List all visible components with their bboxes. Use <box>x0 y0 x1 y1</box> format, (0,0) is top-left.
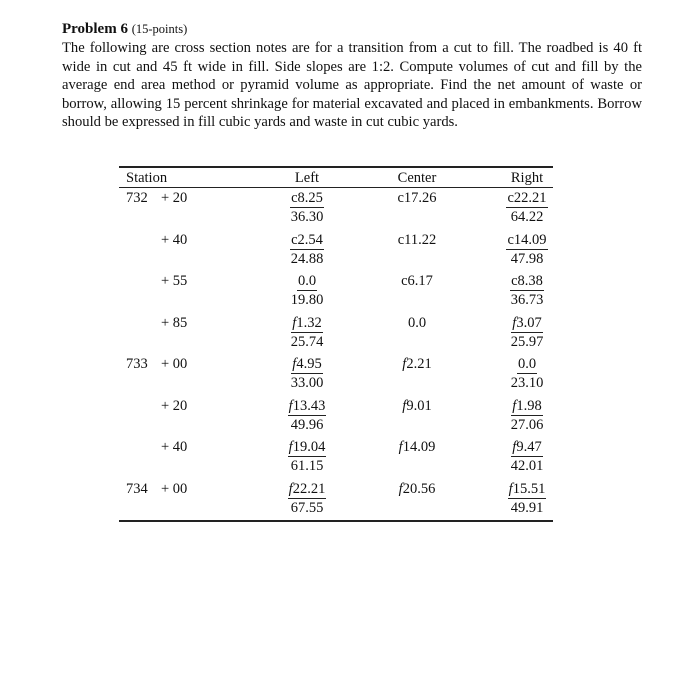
right-cut-fill <box>501 397 553 416</box>
left-distance <box>281 291 333 309</box>
problem-heading <box>62 20 642 38</box>
right-cut-fill <box>501 314 553 333</box>
station-plus-text: + 00 <box>161 480 188 497</box>
station-plus-text: + 20 <box>161 397 188 414</box>
right-distance-text: 64.22 <box>510 209 544 225</box>
center-cut-fill-text: c11.22 <box>397 231 437 248</box>
right-distance-text: 36.73 <box>510 292 544 308</box>
right-distance <box>501 416 553 434</box>
station-plus <box>161 355 187 373</box>
left-distance-text: 36.30 <box>290 209 324 225</box>
left-cut-fill-text: f13.43 <box>288 397 326 414</box>
center-cut-fill-text: f2.21 <box>402 356 432 372</box>
left-cut-fill <box>281 189 333 208</box>
left-distance <box>281 250 333 268</box>
right-cut-fill-text: c14.09 <box>507 231 547 248</box>
right-distance-text: 23.10 <box>510 375 544 391</box>
header-right: Right <box>510 170 544 186</box>
left-distance <box>281 333 333 351</box>
left-distance <box>281 416 333 434</box>
station-plus-text: + 85 <box>161 314 188 331</box>
center-cut-fill <box>391 397 443 415</box>
left-cut-fill <box>281 397 333 416</box>
station-plus-text: + 40 <box>161 231 188 248</box>
right-cut-fill-text: f15.51 <box>508 480 546 497</box>
station-plus-text: + 00 <box>161 356 188 372</box>
right-distance <box>501 208 553 226</box>
right-cut-fill <box>501 189 553 208</box>
header-station: Station <box>126 170 168 186</box>
left-cut-fill-text: c2.54 <box>291 231 323 248</box>
right-cut-fill <box>501 231 553 250</box>
right-distance <box>501 374 553 392</box>
left-distance <box>281 457 333 475</box>
right-cut-fill-text: c8.38 <box>511 273 543 289</box>
station-plus <box>161 480 187 498</box>
right-distance <box>501 291 553 309</box>
right-distance-text: 27.06 <box>510 416 544 433</box>
right-cut-fill-text: 0.0 <box>517 356 537 372</box>
right-distance <box>501 250 553 268</box>
station-major-text: 732 <box>126 190 148 206</box>
problem-block <box>62 20 642 132</box>
right-cut-fill <box>501 438 553 457</box>
station-plus-text: + 20 <box>161 190 188 206</box>
right-distance-text: 42.01 <box>510 458 544 474</box>
right-cut-fill-text: c22.21 <box>507 190 547 206</box>
right-distance-text: 49.91 <box>510 499 544 516</box>
left-distance-text: 49.96 <box>290 416 324 433</box>
problem-statement: The following are cross section notes are for a transition from a cut to fill. The roadbed is 40 ft wide in cut and 45 ft wide in fill. Side slopes are 1:2. Compute volumes of cut and fill by the average end area method or pyramid volume as appropriate. Find the net amount of waste or borrow, allowing 15 percent shrinkage for material excavated and placed in embankments. Borrow should be expressed in fill cubic yards and waste in cut cubic yards. <box>62 40 642 130</box>
station-plus-text: + 40 <box>161 439 188 455</box>
left-cut-fill <box>281 314 333 333</box>
right-cut-fill <box>501 272 553 291</box>
center-cut-fill-text: c6.17 <box>401 273 433 289</box>
center-cut-fill-text: f20.56 <box>398 480 436 497</box>
left-distance <box>281 374 333 392</box>
station-major <box>126 355 148 373</box>
station-plus <box>161 397 187 415</box>
right-distance <box>501 457 553 475</box>
header-center: Center <box>397 170 437 186</box>
center-cut-fill <box>391 314 443 332</box>
center-cut-fill <box>391 480 443 498</box>
left-distance-text: 61.15 <box>290 458 324 474</box>
left-distance-text: 24.88 <box>290 250 324 267</box>
problem-points: (15-points) <box>131 22 188 36</box>
right-distance <box>501 499 553 517</box>
left-cut-fill-text: c8.25 <box>291 190 323 206</box>
left-distance-text: 19.80 <box>290 292 324 308</box>
left-distance-text: 25.74 <box>290 333 324 350</box>
center-cut-fill-text: 0.0 <box>407 314 427 331</box>
center-cut-fill-text: f14.09 <box>398 439 436 455</box>
left-cut-fill-text: 0.0 <box>297 273 317 289</box>
header-left: Left <box>294 170 320 186</box>
table-header-rule <box>119 187 553 188</box>
center-cut-fill <box>391 355 443 373</box>
left-distance-text: 67.55 <box>290 499 324 516</box>
station-plus-text: + 55 <box>161 273 188 289</box>
center-cut-fill <box>391 438 443 456</box>
station-major-text: 734 <box>126 480 148 497</box>
center-cut-fill-text: f9.01 <box>402 397 432 414</box>
right-cut-fill-text: f1.98 <box>512 397 542 414</box>
left-cut-fill <box>281 231 333 250</box>
center-cut-fill <box>391 231 443 249</box>
left-cut-fill-text: f22.21 <box>288 480 326 497</box>
left-cut-fill <box>281 355 333 374</box>
station-plus <box>161 272 187 290</box>
left-cut-fill-text: f19.04 <box>288 439 326 455</box>
center-cut-fill-text: c17.26 <box>397 190 437 206</box>
left-distance <box>281 208 333 226</box>
station-major <box>126 189 148 207</box>
right-distance-text: 47.98 <box>510 250 544 267</box>
problem-number: Problem 6 <box>62 21 128 37</box>
center-cut-fill <box>391 272 443 290</box>
left-cut-fill-text: f4.95 <box>292 356 322 372</box>
right-cut-fill <box>501 355 553 374</box>
left-cut-fill <box>281 480 333 499</box>
station-plus <box>161 438 187 456</box>
table-top-rule <box>119 166 553 168</box>
station-plus <box>161 231 187 249</box>
station-plus <box>161 189 187 207</box>
right-distance-text: 25.97 <box>510 333 544 350</box>
left-distance <box>281 499 333 517</box>
right-distance <box>501 333 553 351</box>
left-cut-fill <box>281 272 333 291</box>
station-major-text: 733 <box>126 356 148 372</box>
left-distance-text: 33.00 <box>290 375 324 391</box>
center-cut-fill <box>391 189 443 207</box>
left-cut-fill <box>281 438 333 457</box>
right-cut-fill-text: f3.07 <box>512 314 542 331</box>
left-cut-fill-text: f1.32 <box>292 314 322 331</box>
table-bottom-rule <box>119 520 553 522</box>
right-cut-fill <box>501 480 553 499</box>
station-plus <box>161 314 187 332</box>
right-cut-fill-text: f9.47 <box>512 439 542 455</box>
station-major <box>126 480 148 498</box>
